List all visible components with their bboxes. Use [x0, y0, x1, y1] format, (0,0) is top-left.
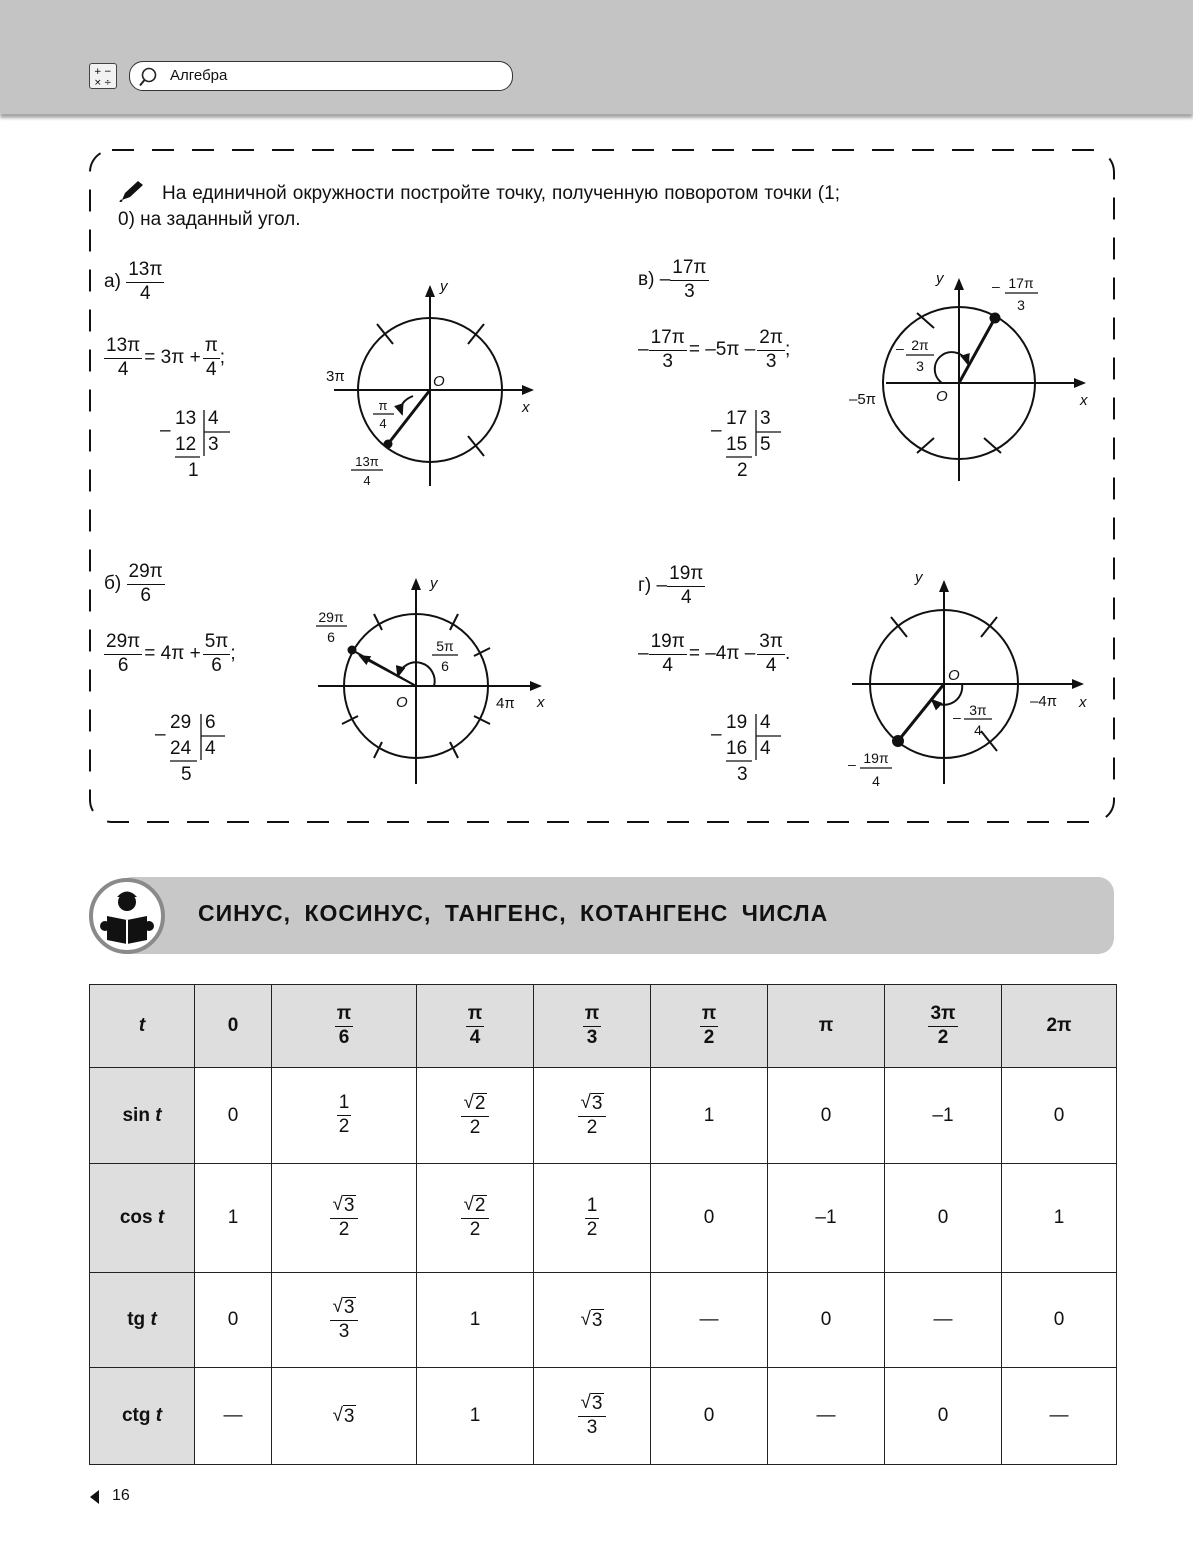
row-label-ctg: ctg t	[90, 1368, 195, 1465]
turn-label: 3π	[326, 368, 345, 385]
frac-num: 19π	[667, 564, 705, 587]
tick-mark	[891, 617, 907, 637]
table-cell: 1	[1002, 1164, 1117, 1273]
problem-g-label: г)	[638, 575, 652, 597]
frac-num: 29π	[104, 632, 142, 655]
div-subtrahend: 16	[726, 738, 748, 759]
div-dividend: 13	[175, 408, 197, 429]
table-cell: 1	[417, 1368, 534, 1465]
div-divisor: 6	[205, 712, 216, 733]
task-instruction: На единичной окружности постройте точку, полученную поворотом точки (1; 0) на заданный угол.	[118, 183, 840, 230]
arc-label-num: 5π	[436, 638, 454, 654]
arc-label-den: 4	[379, 416, 387, 431]
turn-label: –4π	[1030, 693, 1058, 710]
table-row-cos	[90, 1164, 1117, 1273]
frac-den: 3	[765, 350, 777, 372]
frac-num: 29π	[127, 562, 165, 585]
div-divisor: 4	[208, 408, 219, 429]
radius-line	[898, 684, 944, 741]
table-cell: $\frac{1}{2}$	[272, 1068, 417, 1164]
header-cell: $\frac{\pi}{4}$	[417, 985, 534, 1068]
arc-label-den: 3	[916, 358, 924, 374]
div-remainder: 3	[737, 764, 748, 785]
table-cell: 0	[885, 1164, 1002, 1273]
frac-num: 3π	[757, 632, 785, 655]
frac-num: 5π	[203, 632, 231, 655]
circle-v	[849, 270, 1088, 481]
equation-middle: = –4π –	[688, 643, 756, 665]
table-cell: 0	[885, 1368, 1002, 1465]
point-marker	[348, 646, 357, 655]
frac-den: 6	[117, 654, 129, 676]
div-minus: –	[155, 724, 166, 745]
arc-label-num: π	[378, 398, 388, 413]
table-cell: —	[885, 1273, 1002, 1368]
axis-x-label: x	[537, 694, 545, 711]
header-cell: $\frac{\pi}{3}$	[534, 985, 651, 1068]
tick-mark	[981, 731, 997, 751]
div-quotient: 4	[760, 738, 771, 759]
circle-b	[316, 575, 545, 784]
axis-x-label: x	[1079, 694, 1087, 711]
table-cell: 0	[651, 1164, 768, 1273]
div-quotient: 4	[205, 738, 216, 759]
point-marker	[990, 313, 1001, 324]
div-dividend: 19	[726, 712, 748, 733]
search-text[interactable]: Алгебра	[170, 67, 228, 84]
tick-mark	[342, 716, 358, 724]
sign: –	[659, 269, 671, 291]
table-cell: 0	[195, 1273, 272, 1368]
div-subtrahend: 24	[170, 738, 192, 759]
point-marker	[892, 735, 904, 747]
section-title: СИНУС, КОСИНУС, ТАНГЕНС, КОТАНГЕНС ЧИСЛА	[198, 900, 829, 926]
tick-mark	[981, 617, 997, 637]
table-row-tg	[90, 1273, 1117, 1368]
arc-label-sign: –	[953, 709, 961, 725]
table-cell: –1	[885, 1068, 1002, 1164]
svg-text:÷: ÷	[104, 78, 112, 88]
table-cell: 0	[1002, 1068, 1117, 1164]
table-cell: —	[768, 1368, 885, 1465]
header-cell: 2π	[1002, 985, 1117, 1068]
equation-middle: = 4π +	[144, 643, 201, 665]
frac-den: 6	[140, 584, 151, 606]
table-cell: 1	[417, 1273, 534, 1368]
table-cell: —	[195, 1368, 272, 1465]
div-divisor: 4	[760, 712, 771, 733]
radius-line	[959, 318, 995, 383]
svg-text:×: ×	[94, 78, 102, 88]
arc-label-num: 2π	[911, 337, 929, 353]
frac-num: 17π	[670, 258, 708, 281]
div-subtrahend: 12	[175, 434, 197, 455]
axis-y-label: y	[915, 569, 923, 586]
equation-middle: = 3π +	[144, 347, 201, 369]
arc-label-den: 4	[974, 722, 982, 738]
frac-num: π	[203, 336, 220, 359]
div-remainder: 5	[181, 764, 192, 785]
header-cell: $\frac{3\pi}{2}$	[885, 985, 1002, 1068]
equation-middle: = –5π –	[688, 339, 756, 361]
frac-den: 4	[680, 586, 692, 608]
tick-mark	[377, 324, 393, 344]
table-cell: 1	[195, 1164, 272, 1273]
origin-label: O	[948, 667, 960, 684]
div-subtrahend: 15	[726, 434, 748, 455]
point-label-sign: –	[992, 278, 1000, 294]
equation-end: .	[784, 643, 791, 665]
table-cell: √ 3	[534, 1273, 651, 1368]
svg-text:−: −	[104, 67, 112, 77]
table-row-ctg	[90, 1368, 1117, 1465]
table-row-sin	[90, 1068, 1117, 1164]
sign: –	[656, 575, 668, 597]
svg-text:+: +	[94, 67, 102, 77]
tick-mark	[474, 716, 490, 724]
frac-den: 4	[117, 358, 129, 380]
axis-y-label: y	[440, 278, 448, 295]
problem-b-label: б)	[104, 573, 122, 595]
circle-a	[326, 278, 532, 488]
arc-label-den: 6	[441, 658, 449, 674]
div-dividend: 17	[726, 408, 748, 429]
sign: –	[638, 643, 649, 665]
header-cell: $\frac{\pi}{6}$	[272, 985, 417, 1068]
table-cell: 0	[768, 1068, 885, 1164]
frac-den: 6	[211, 654, 222, 676]
table-cell: —	[1002, 1368, 1117, 1465]
point-label-sign: –	[848, 756, 856, 772]
table-cell: 0	[768, 1273, 885, 1368]
row-label-cos: cos t	[90, 1164, 195, 1273]
table-cell: √ 3 3	[534, 1368, 651, 1465]
table-cell: 0	[195, 1068, 272, 1164]
equation-end: ;	[784, 339, 791, 361]
frac-den: 4	[765, 654, 777, 676]
page-number: 16	[112, 1487, 130, 1504]
table-cell: —	[651, 1273, 768, 1368]
arc-label-sign: –	[896, 340, 904, 356]
frac-num: 2π	[757, 328, 785, 351]
table-cell: 0	[651, 1368, 768, 1465]
frac-den: 3	[684, 280, 695, 302]
turn-label: –5π	[849, 391, 877, 408]
problem-v-label: в)	[638, 269, 655, 291]
equation-end: ;	[219, 347, 226, 369]
equation-end: ;	[230, 643, 236, 665]
table-header-row	[90, 985, 1117, 1068]
trig-values-table	[89, 984, 1117, 1465]
axis-y-label: y	[936, 270, 944, 287]
frac-den: 3	[662, 350, 673, 372]
frac-den: 4	[662, 654, 673, 676]
row-label-sin: sin t	[90, 1068, 195, 1164]
point-label-num: 19π	[863, 750, 889, 766]
frac-num: 13π	[104, 336, 142, 359]
header-cell: $\frac{\pi}{2}$	[651, 985, 768, 1068]
header-cell: 0	[195, 985, 272, 1068]
point-label-den: 6	[327, 629, 335, 645]
table-cell: 1	[651, 1068, 768, 1164]
table-cell: √ 2 2	[417, 1164, 534, 1273]
circle-g	[848, 569, 1087, 789]
table-cell: √ 3 2	[272, 1164, 417, 1273]
turn-label: 4π	[496, 695, 515, 712]
arc-label-num: 3π	[969, 702, 987, 718]
header-cell: π	[768, 985, 885, 1068]
origin-label: O	[433, 373, 445, 390]
table-cell: –1	[768, 1164, 885, 1273]
axis-x-label: x	[522, 399, 530, 416]
page-arrow-icon	[90, 1490, 100, 1504]
origin-label: O	[936, 388, 948, 405]
table-cell: 0	[1002, 1273, 1117, 1368]
div-minus: –	[160, 420, 171, 441]
table-cell: √ 3 2	[534, 1068, 651, 1164]
table-cell: √ 2 2	[417, 1068, 534, 1164]
frac-num: 13π	[126, 260, 164, 283]
point-label-den: 4	[363, 473, 371, 488]
div-quotient: 5	[760, 434, 771, 455]
reader-icon	[89, 878, 165, 954]
rotation-arc	[401, 396, 413, 414]
axis-y-label: y	[430, 575, 438, 592]
frac-num: 19π	[649, 632, 687, 655]
div-minus: –	[711, 420, 722, 441]
header-cell-t: t	[90, 985, 195, 1068]
point-label-num: 29π	[318, 609, 344, 625]
table-cell: √ 3	[272, 1368, 417, 1465]
table-cell: $\frac{1}{2}$	[534, 1164, 651, 1273]
frac-num: 17π	[649, 328, 687, 351]
div-quotient: 3	[208, 434, 219, 455]
div-minus: –	[711, 724, 722, 745]
sign: –	[638, 339, 649, 361]
div-remainder: 2	[737, 460, 748, 481]
point-label-num: 13π	[355, 454, 379, 469]
point-label-den: 3	[1017, 297, 1025, 313]
table-cell: √ 3 3	[272, 1273, 417, 1368]
frac-den: 4	[205, 358, 217, 380]
div-dividend: 29	[170, 712, 192, 733]
div-remainder: 1	[188, 460, 199, 481]
point-marker	[384, 440, 393, 449]
axis-x-label: x	[1080, 392, 1088, 409]
point-label-num: 17π	[1008, 275, 1034, 291]
row-label-tg: tg t	[90, 1273, 195, 1368]
point-label-den: 4	[872, 773, 880, 789]
tick-mark	[474, 648, 490, 656]
origin-label: O	[396, 694, 408, 711]
problem-a-label: а)	[104, 271, 121, 293]
div-divisor: 3	[760, 408, 771, 429]
frac-den: 4	[140, 282, 151, 304]
